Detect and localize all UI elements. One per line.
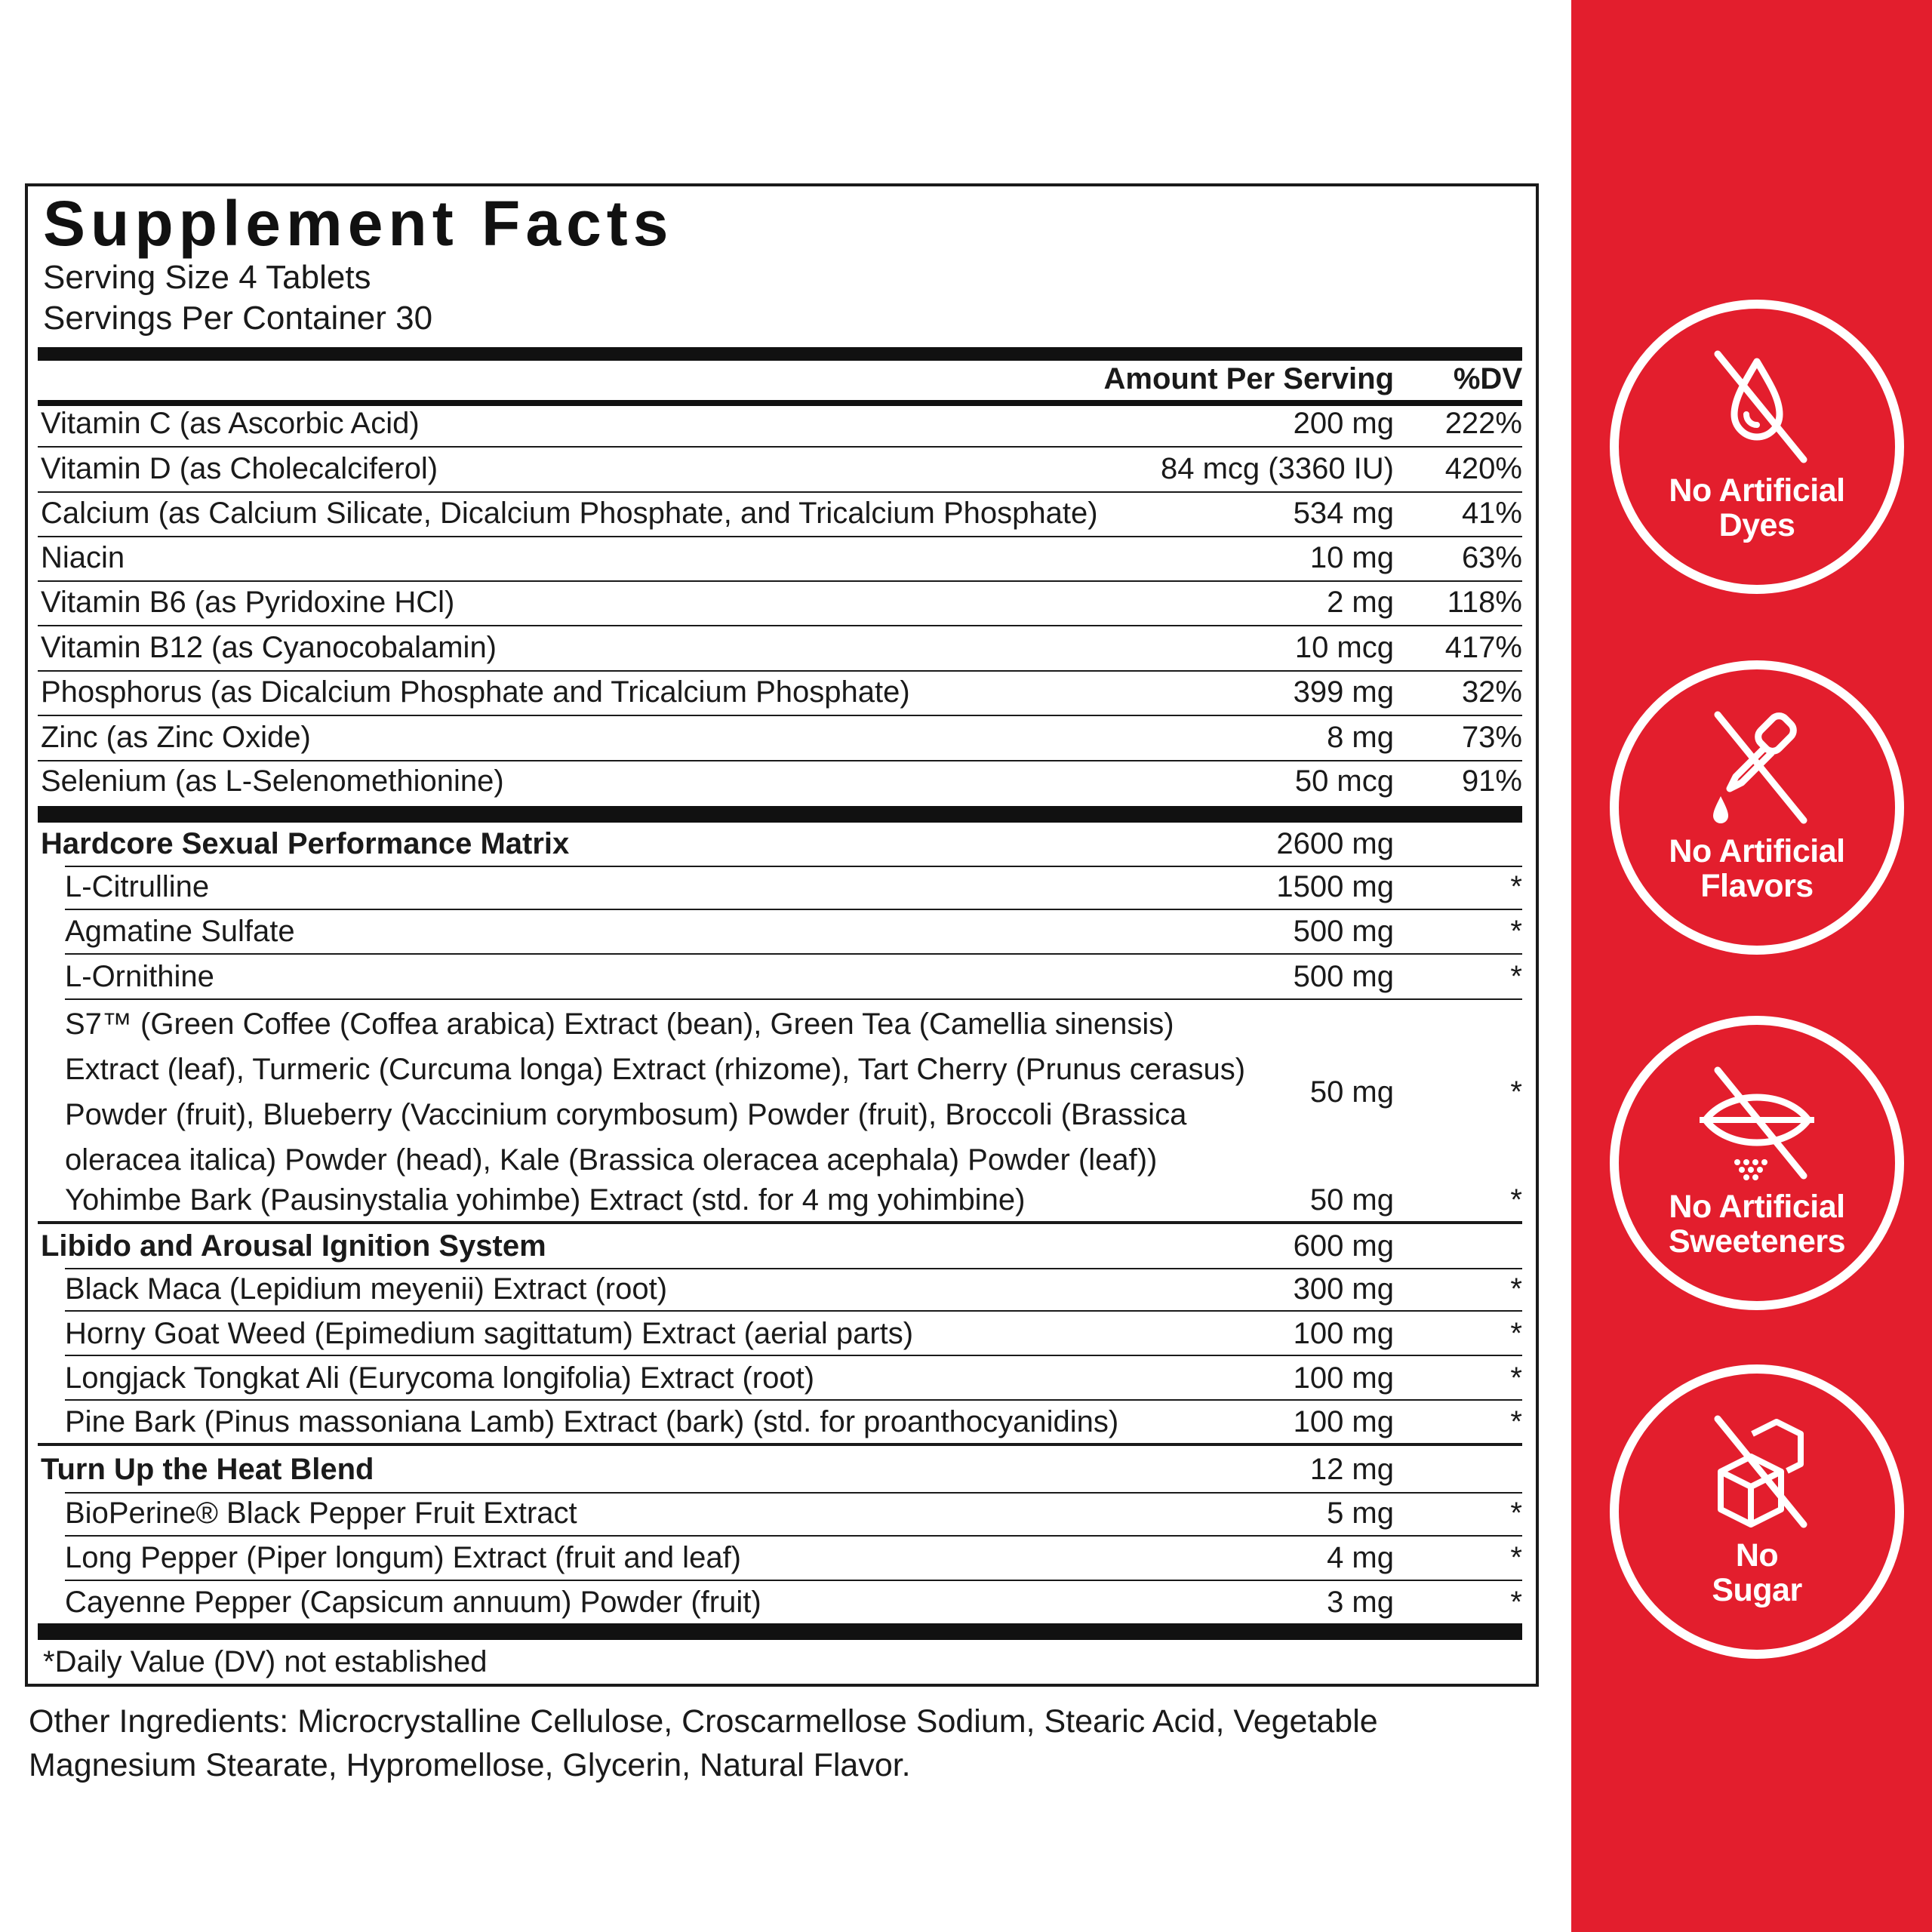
row-dv: 41% [1461, 497, 1522, 530]
row-dv: * [1510, 1272, 1522, 1306]
mid-thick-bar [38, 806, 1522, 823]
row-amount: 600 mg [1293, 1229, 1394, 1263]
s7-amount: 50 mg [1309, 1075, 1394, 1109]
row-amount: 399 mg [1293, 675, 1394, 709]
row-name: Zinc (as Zinc Oxide) [41, 721, 311, 754]
row-dv: 63% [1461, 541, 1522, 574]
row-name: L-Citrulline [65, 870, 210, 903]
header-dv: %DV [1453, 362, 1522, 395]
row-dv: * [1510, 1361, 1522, 1395]
row-dv: 32% [1461, 675, 1522, 709]
row-amount: 10 mcg [1294, 631, 1394, 664]
row-name: L-Ornithine [65, 960, 214, 993]
row-name: Horny Goat Weed (Epimedium sagittatum) Extract (aerial parts) [65, 1317, 914, 1350]
row-amount: 10 mg [1309, 541, 1394, 574]
row-name: Calcium (as Calcium Silicate, Dicalcium Phosphate, and Tricalcium Phosphate) [41, 497, 1098, 530]
row-name: Niacin [41, 541, 125, 574]
badge-no-artificial-dyes [1610, 300, 1904, 594]
row-name: Pine Bark (Pinus massoniana Lamb) Extract (bark) (std. for proanthocyanidins) [65, 1405, 1119, 1438]
badge-no-artificial-flavors [1610, 660, 1904, 955]
no-sweetener-icon [1690, 1055, 1823, 1188]
row-name: Cayenne Pepper (Capsicum annuum) Powder (fruit) [65, 1586, 761, 1619]
row-dv: * [1510, 1317, 1522, 1350]
row-amount: 2600 mg [1276, 827, 1394, 860]
row-name: Vitamin B6 (as Pyridoxine HCl) [41, 586, 455, 619]
other-ingredients: Other Ingredients: Microcrystalline Cellulose, Croscarmellose Sodium, Stearic Acid, Vegetable Magnesium Stearate, Hypromellose, Glycerin, Natural Flavor. [29, 1703, 1378, 1783]
row-name: BioPerine® Black Pepper Fruit Extract [65, 1497, 577, 1530]
serving-size: Serving Size 4 Tablets [43, 259, 371, 296]
row-name: Agmatine Sulfate [65, 915, 295, 948]
row-dv: * [1510, 1497, 1522, 1530]
row-amount: 1500 mg [1276, 870, 1394, 903]
row-amount: 50 mg [1309, 1183, 1394, 1217]
s7-line: oleracea italica) Powder (head), Kale (Brassica oleracea acephala) Powder (leaf)) [65, 1143, 1158, 1177]
row-name: Phosphorus (as Dicalcium Phosphate and Tricalcium Phosphate) [41, 675, 910, 709]
row-dv: 73% [1461, 721, 1522, 754]
row-amount: 200 mg [1293, 407, 1394, 440]
s7-blend [65, 1001, 1246, 1183]
s7-dv: * [1510, 1075, 1522, 1109]
bottom-thick-bar [38, 1623, 1522, 1640]
row-name: Libido and Arousal Ignition System [41, 1229, 546, 1263]
row-amount: 3 mg [1327, 1586, 1394, 1619]
row-amount: 500 mg [1293, 960, 1394, 993]
row-amount: 534 mg [1293, 497, 1394, 530]
badge-no-sugar [1610, 1364, 1904, 1659]
row-amount: 300 mg [1293, 1272, 1394, 1306]
row-amount: 100 mg [1293, 1405, 1394, 1438]
row-name: Black Maca (Lepidium meyenii) Extract (root) [65, 1272, 668, 1306]
row-dv: * [1510, 1586, 1522, 1619]
row-dv: * [1510, 915, 1522, 948]
no-sugar-cube-icon [1690, 1404, 1823, 1537]
row-amount: 2 mg [1327, 586, 1394, 619]
servings-per-container: Servings Per Container 30 [43, 300, 433, 337]
row-name: Yohimbe Bark (Pausinystalia yohimbe) Extract (std. for 4 mg yohimbine) [65, 1183, 1026, 1217]
row-dv: 420% [1444, 452, 1522, 485]
row-dv: * [1510, 1183, 1522, 1217]
row-name: Vitamin D (as Cholecalciferol) [41, 452, 438, 485]
row-amount: 8 mg [1327, 721, 1394, 754]
no-dropper-icon [1690, 700, 1823, 832]
row-amount: 100 mg [1293, 1361, 1394, 1395]
no-drop-icon [1690, 339, 1823, 472]
row-name: Vitamin C (as Ascorbic Acid) [41, 407, 420, 440]
row-divider [65, 998, 1522, 1000]
row-dv: * [1510, 1405, 1522, 1438]
row-divider [38, 1443, 1522, 1446]
row-dv: 222% [1444, 407, 1522, 440]
s7-line: Extract (leaf), Turmeric (Curcuma longa) Extract (rhizome), Tart Cherry (Prunus cerasus) [65, 1053, 1246, 1086]
row-name: Turn Up the Heat Blend [41, 1453, 374, 1486]
row-dv: 417% [1444, 631, 1522, 664]
row-name: Long Pepper (Piper longum) Extract (fruit and leaf) [65, 1541, 741, 1574]
row-dv: * [1510, 960, 1522, 993]
dv-footnote: *Daily Value (DV) not established [43, 1645, 488, 1678]
row-dv: 91% [1461, 764, 1522, 798]
row-name: Longjack Tongkat Ali (Eurycoma longifolia) Extract (root) [65, 1361, 815, 1395]
row-amount: 500 mg [1293, 915, 1394, 948]
s7-line: S7™ (Green Coffee (Coffea arabica) Extract (bean), Green Tea (Camellia sinensis) [65, 1008, 1174, 1041]
row-amount: 100 mg [1293, 1317, 1394, 1350]
panel-title: Supplement Facts [43, 188, 674, 259]
badge-label: No Artificial Flavors [1669, 833, 1845, 904]
row-dv: 118% [1447, 586, 1522, 619]
row-amount: 5 mg [1327, 1497, 1394, 1530]
row-name: Selenium (as L-Selenomethionine) [41, 764, 504, 798]
row-amount: 4 mg [1327, 1541, 1394, 1574]
row-dv: * [1510, 1541, 1522, 1574]
s7-line: Powder (fruit), Blueberry (Vaccinium corymbosum) Powder (fruit), Broccoli (Brassica [65, 1098, 1187, 1131]
row-name: Vitamin B12 (as Cyanocobalamin) [41, 631, 497, 664]
header-amount: Amount Per Serving [1103, 362, 1394, 395]
badge-label: No Sugar [1712, 1537, 1802, 1608]
badge-label: No Artificial Sweeteners [1668, 1189, 1846, 1260]
row-name: Hardcore Sexual Performance Matrix [41, 827, 570, 860]
row-dv: * [1510, 870, 1522, 903]
row-divider [38, 536, 1522, 537]
badge-label: No Artificial Dyes [1669, 472, 1845, 543]
row-amount: 50 mcg [1294, 764, 1394, 798]
row-amount: 84 mcg (3360 IU) [1160, 452, 1394, 485]
row-amount: 12 mg [1309, 1453, 1394, 1486]
badge-no-artificial-sweeteners [1610, 1016, 1904, 1310]
